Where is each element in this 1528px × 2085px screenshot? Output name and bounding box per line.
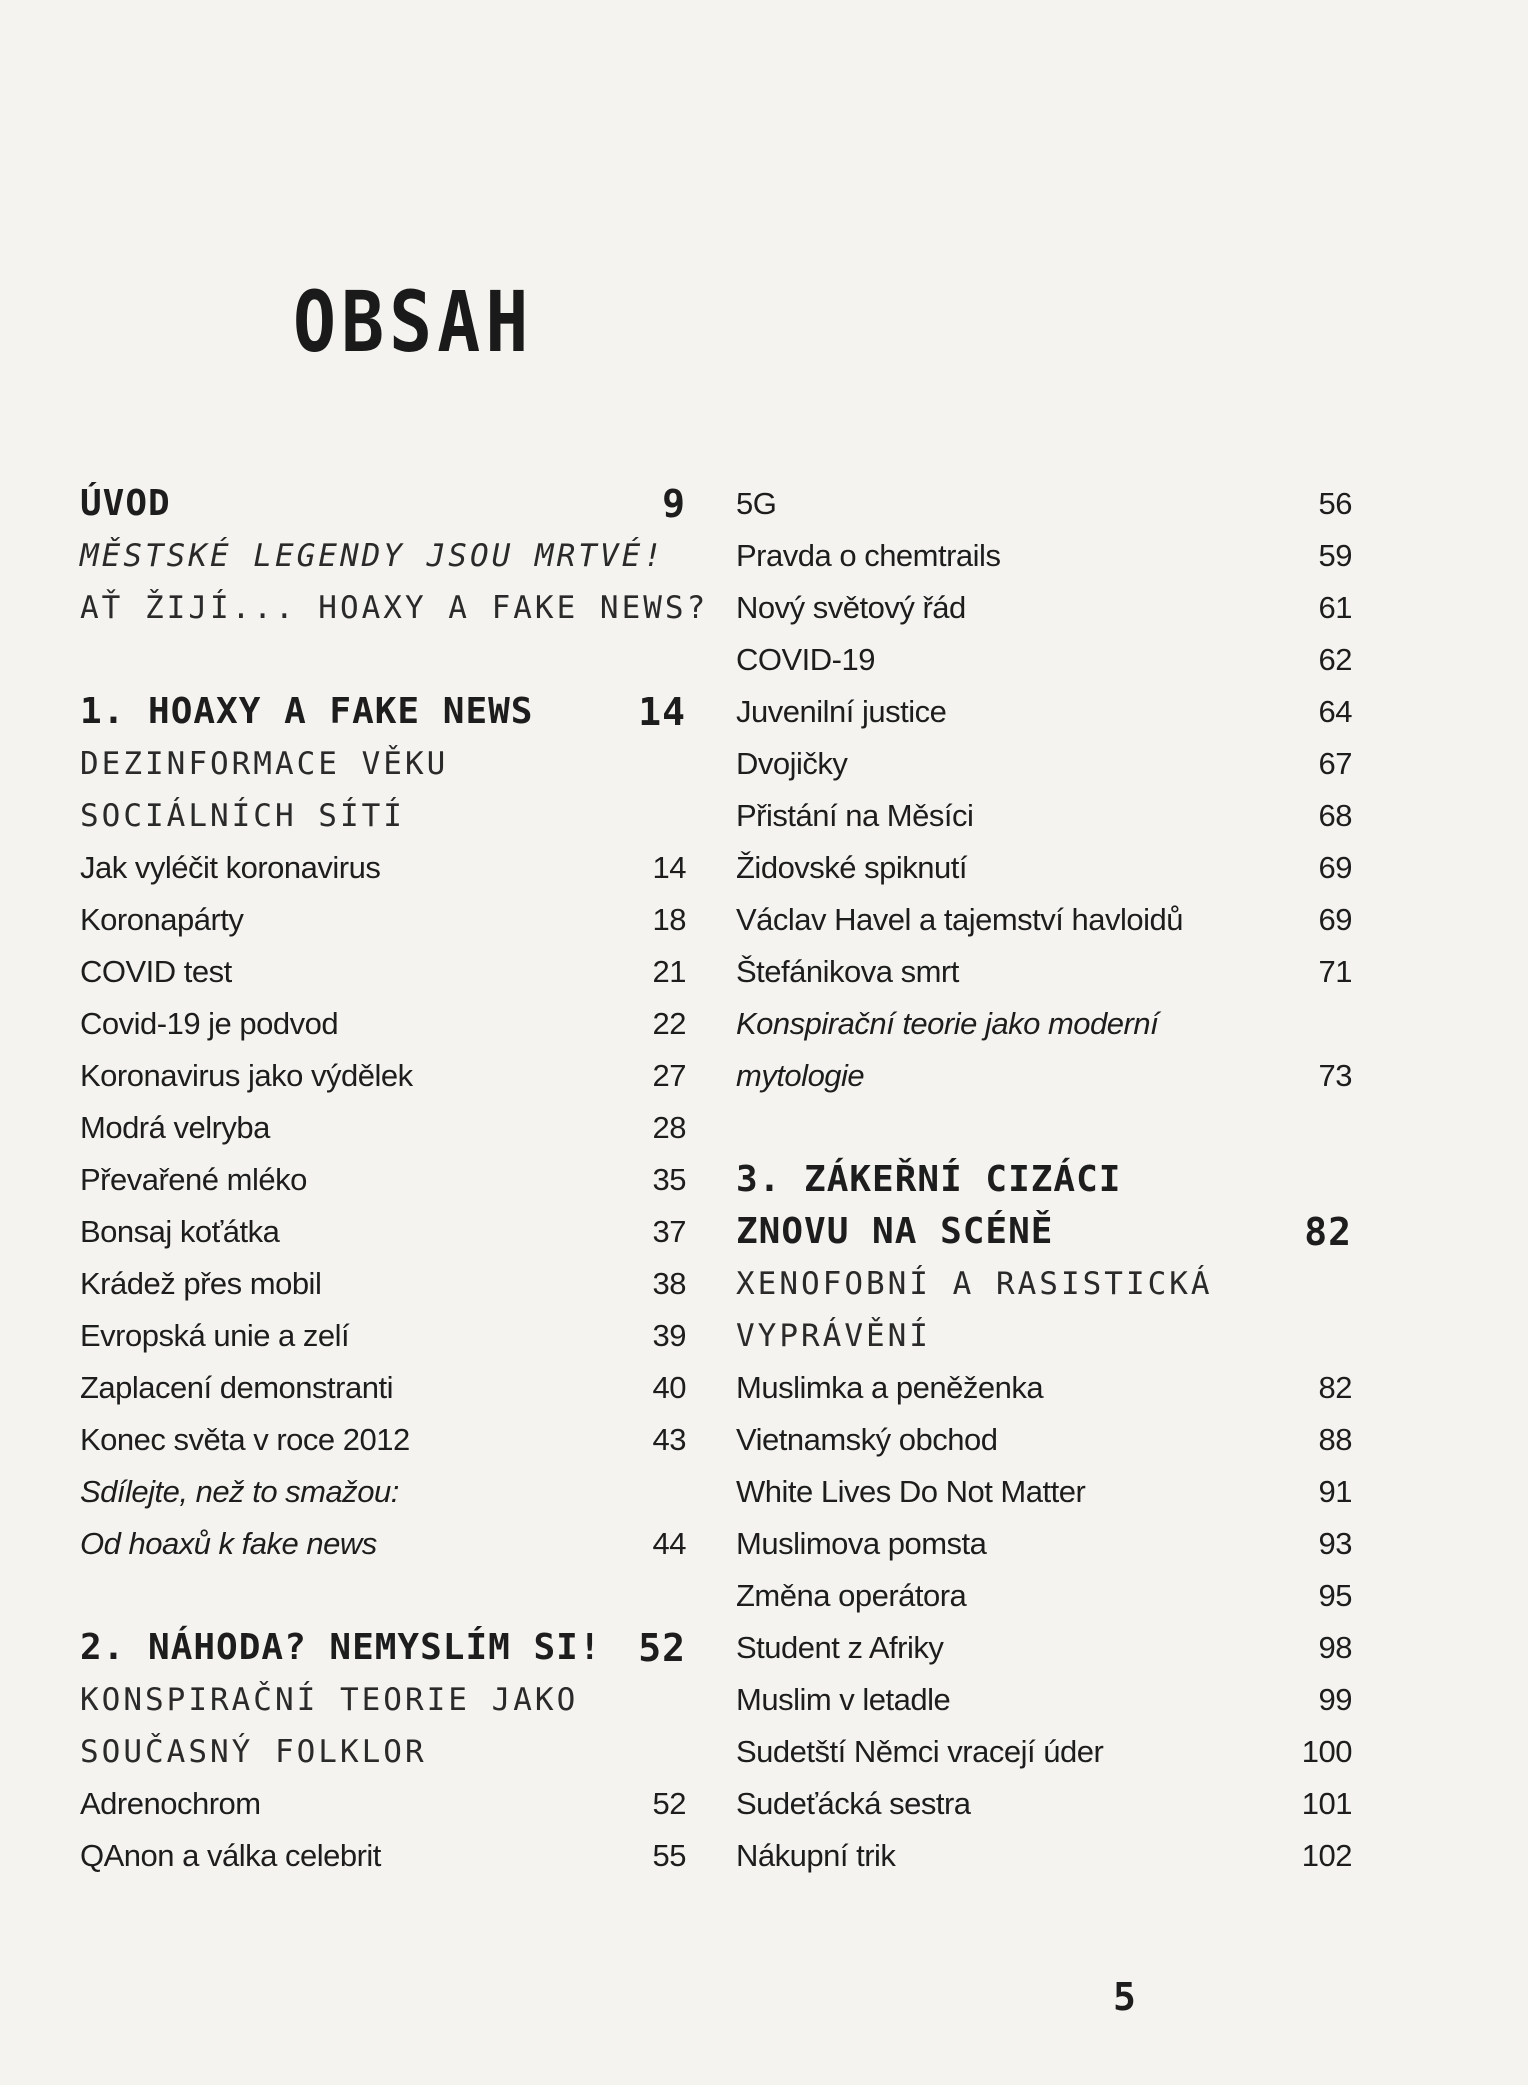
entry-label: Student z Afriky <box>736 1630 944 1665</box>
entry-page: 82 <box>1318 1370 1352 1405</box>
entry-label: Modrá velryba <box>80 1110 270 1145</box>
toc-entry[interactable] <box>736 530 1352 582</box>
heading-label: ÚVOD <box>80 483 171 524</box>
toc-subheading: VYPRÁVĚNÍ <box>736 1318 931 1354</box>
toc-entry[interactable] <box>80 1310 686 1362</box>
toc-entry[interactable] <box>80 894 686 946</box>
entry-page: 39 <box>652 1318 686 1353</box>
entry-label: QAnon a válka celebrit <box>80 1838 381 1873</box>
entry-label: Převařené mléko <box>80 1162 307 1197</box>
entry-page: 55 <box>652 1838 686 1873</box>
entry-page: 62 <box>1318 642 1352 677</box>
entry-label: Židovské spiknutí <box>736 850 967 885</box>
entry-label: Jak vyléčit koronavirus <box>80 850 381 885</box>
toc-subheading: AŤ ŽIJÍ... HOAXY A FAKE NEWS? <box>80 590 709 626</box>
entry-label: Evropská unie a zelí <box>80 1318 350 1353</box>
toc-subheading: DEZINFORMACE VĚKU <box>80 746 449 782</box>
spacer <box>80 634 686 686</box>
entry-label: Štefánikova smrt <box>736 954 959 989</box>
entry-page: 95 <box>1318 1578 1352 1613</box>
heading-label: 1. HOAXY A FAKE NEWS <box>80 691 534 732</box>
heading-page: 14 <box>638 690 686 734</box>
entry-label: mytologie <box>736 1058 865 1093</box>
entry-page: 99 <box>1318 1682 1352 1717</box>
toc-subheading: MĚSTSKÉ LEGENDY JSOU MRTVÉ! <box>80 538 665 574</box>
entry-label: Konec světa v roce 2012 <box>80 1422 410 1457</box>
entry-page: 91 <box>1318 1474 1352 1509</box>
toc-subheading: XENOFOBNÍ A RASISTICKÁ <box>736 1266 1213 1302</box>
entry-page: 67 <box>1318 746 1352 781</box>
entry-page: 40 <box>652 1370 686 1405</box>
spacer <box>736 1102 1352 1154</box>
entry-page: 93 <box>1318 1526 1352 1561</box>
toc-entry[interactable] <box>80 1778 686 1830</box>
toc-list-chapter-3 <box>736 1362 1352 1882</box>
entry-label: Krádež přes mobil <box>80 1266 322 1301</box>
entry-label: Muslimova pomsta <box>736 1526 987 1561</box>
toc-right-column <box>736 478 1352 1882</box>
entry-label: Muslimka a peněženka <box>736 1370 1044 1405</box>
toc-heading-chapter-2 <box>80 1622 686 1674</box>
entry-page: 35 <box>652 1162 686 1197</box>
toc-heading-chapter-3 <box>736 1154 1352 1206</box>
entry-page: 98 <box>1318 1630 1352 1665</box>
entry-label: Koronavirus jako výdělek <box>80 1058 413 1093</box>
toc-entry[interactable] <box>736 1466 1352 1518</box>
toc-list-chapter-2-continued <box>736 478 1352 1102</box>
toc-entry[interactable] <box>80 1154 686 1206</box>
toc-entry[interactable] <box>80 1258 686 1310</box>
toc-entry[interactable] <box>736 1622 1352 1674</box>
heading-label: 2. NÁHODA? NEMYSLÍM SI! <box>80 1627 602 1668</box>
toc-entry[interactable] <box>736 790 1352 842</box>
heading-page: 52 <box>638 1626 686 1670</box>
toc-entry[interactable] <box>736 946 1352 998</box>
toc-entry[interactable] <box>80 1466 686 1518</box>
heading-label: 3. ZÁKEŘNÍ CIZÁCI <box>736 1159 1122 1200</box>
entry-page: 28 <box>652 1110 686 1145</box>
entry-page: 64 <box>1318 694 1352 729</box>
toc-entry[interactable] <box>736 842 1352 894</box>
toc-entry[interactable] <box>736 1570 1352 1622</box>
toc-entry[interactable] <box>736 894 1352 946</box>
toc-subheading: SOUČASNÝ FOLKLOR <box>80 1734 427 1770</box>
toc-entry[interactable] <box>736 1050 1352 1102</box>
entry-label: Od hoaxů k fake news <box>80 1526 377 1561</box>
entry-page: 27 <box>652 1058 686 1093</box>
entry-page: 56 <box>1318 486 1352 521</box>
toc-entry[interactable] <box>736 1414 1352 1466</box>
toc-subheading: KONSPIRAČNÍ TEORIE JAKO <box>80 1682 579 1718</box>
toc-entry[interactable] <box>80 998 686 1050</box>
entry-label: Václav Havel a tajemství havloidů <box>736 902 1184 937</box>
entry-page: 88 <box>1318 1422 1352 1457</box>
spacer <box>80 1570 686 1622</box>
heading-page: 82 <box>1304 1210 1352 1254</box>
entry-label: Nákupní trik <box>736 1838 896 1873</box>
toc-entry[interactable] <box>736 738 1352 790</box>
entry-page: 71 <box>1318 954 1352 989</box>
entry-page: 69 <box>1318 902 1352 937</box>
toc-heading-chapter-3-line-2 <box>736 1206 1352 1258</box>
entry-page: 69 <box>1318 850 1352 885</box>
entry-page: 68 <box>1318 798 1352 833</box>
entry-page: 14 <box>652 850 686 885</box>
entry-page: 44 <box>652 1526 686 1561</box>
entry-page: 102 <box>1301 1838 1352 1873</box>
entry-label: Zaplacení demonstranti <box>80 1370 393 1405</box>
entry-label: Sdílejte, než to smažou: <box>80 1474 399 1509</box>
toc-left-column <box>80 478 709 1882</box>
entry-label: Juvenilní justice <box>736 694 947 729</box>
entry-label: Pravda o chemtrails <box>736 538 1001 573</box>
toc-entry[interactable] <box>736 1362 1352 1414</box>
heading-label: ZNOVU NA SCÉNĚ <box>736 1211 1054 1252</box>
entry-label: Covid-19 je podvod <box>80 1006 339 1041</box>
entry-page: 22 <box>652 1006 686 1041</box>
entry-page: 73 <box>1318 1058 1352 1093</box>
entry-label: COVID test <box>80 954 232 989</box>
entry-page: 101 <box>1301 1786 1352 1821</box>
toc-entry[interactable] <box>80 1518 686 1570</box>
toc-heading-intro <box>80 478 686 530</box>
entry-label: White Lives Do Not Matter <box>736 1474 1086 1509</box>
toc-entry[interactable] <box>80 946 686 998</box>
toc-entry[interactable] <box>736 634 1352 686</box>
entry-page: 59 <box>1318 538 1352 573</box>
toc-entry[interactable] <box>736 1518 1352 1570</box>
entry-page: 43 <box>652 1422 686 1457</box>
entry-label: Adrenochrom <box>80 1786 261 1821</box>
toc-subheading: SOCIÁLNÍCH SÍTÍ <box>80 798 405 834</box>
toc-entry[interactable] <box>80 1102 686 1154</box>
toc-entry[interactable] <box>80 1414 686 1466</box>
toc-entry[interactable] <box>80 1362 686 1414</box>
entry-label: 5G <box>736 486 777 521</box>
entry-label: Muslim v letadle <box>736 1682 951 1717</box>
toc-entry[interactable] <box>736 1674 1352 1726</box>
entry-page: 52 <box>652 1786 686 1821</box>
toc-entry[interactable] <box>736 582 1352 634</box>
toc-entry[interactable] <box>80 1050 686 1102</box>
page-title: OBSAH <box>293 273 534 371</box>
toc-entry[interactable] <box>736 1830 1352 1882</box>
entry-page: 18 <box>652 902 686 937</box>
toc-heading-chapter-1 <box>80 686 686 738</box>
toc-list-chapter-2 <box>80 1778 686 1882</box>
entry-label: Koronapárty <box>80 902 244 937</box>
entry-page: 61 <box>1318 590 1352 625</box>
toc-entry[interactable] <box>80 842 686 894</box>
entry-label: Sudetští Němci vracejí úder <box>736 1734 1104 1769</box>
entry-label: Přistání na Měsíci <box>736 798 974 833</box>
entry-label: Změna operátora <box>736 1578 967 1613</box>
toc-entry[interactable] <box>80 1830 686 1882</box>
toc-entry[interactable] <box>80 1206 686 1258</box>
entry-page: 100 <box>1301 1734 1352 1769</box>
toc-list-chapter-1 <box>80 842 686 1570</box>
entry-label: Dvojičky <box>736 746 848 781</box>
entry-label: Konspirační teorie jako moderní <box>736 1006 1159 1041</box>
entry-label: COVID-19 <box>736 642 875 677</box>
page-number: 5 <box>1113 1975 1136 2019</box>
toc-entry[interactable] <box>736 1726 1352 1778</box>
toc-entry[interactable] <box>736 998 1352 1050</box>
heading-page: 9 <box>662 482 686 526</box>
toc-entry[interactable] <box>736 686 1352 738</box>
entry-label: Vietnamský obchod <box>736 1422 998 1457</box>
entry-page: 37 <box>652 1214 686 1249</box>
entry-label: Sudeťácká sestra <box>736 1786 971 1821</box>
toc-entry[interactable] <box>736 478 1352 530</box>
toc-entry[interactable] <box>736 1778 1352 1830</box>
entry-page: 38 <box>652 1266 686 1301</box>
entry-label: Bonsaj koťátka <box>80 1214 280 1249</box>
entry-page: 21 <box>652 954 686 989</box>
entry-label: Nový světový řád <box>736 590 966 625</box>
